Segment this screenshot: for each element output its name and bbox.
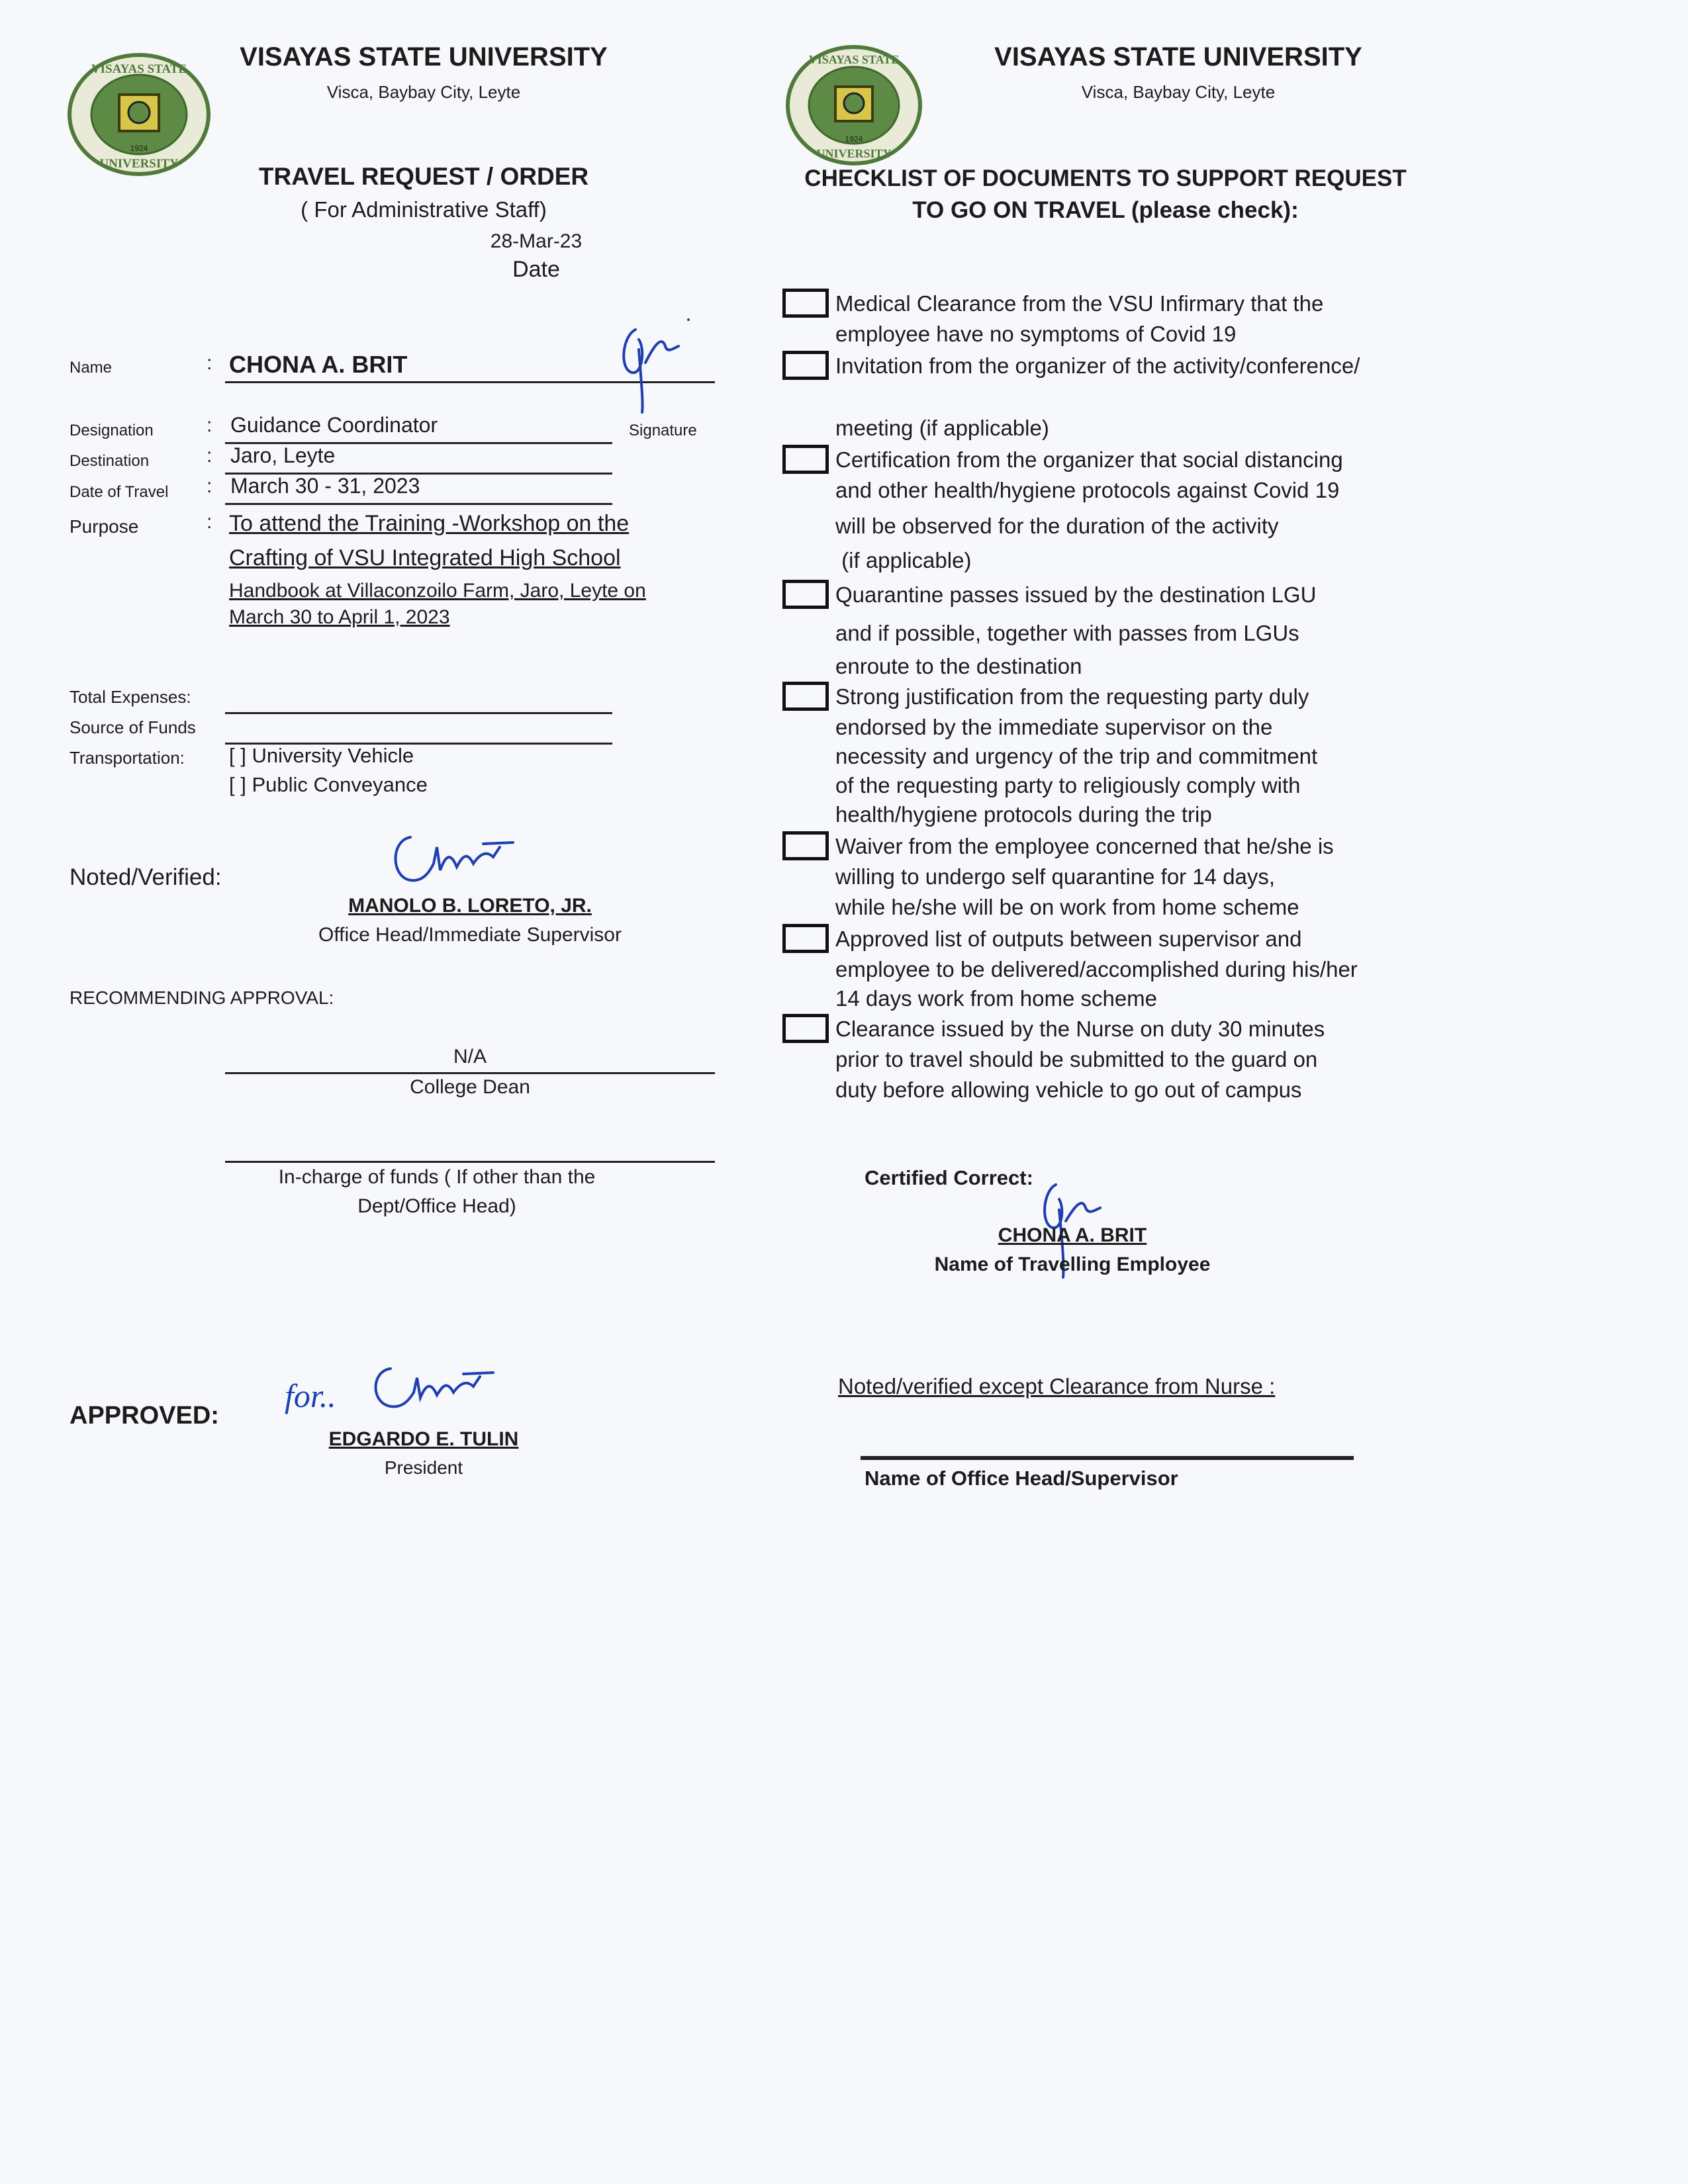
right-university-name: VISAYAS STATE UNIVERSITY [994, 42, 1362, 71]
president-name: EDGARDO E. TULIN [328, 1428, 519, 1450]
checklist-line: willing to undergo self quarantine for 14 days, [835, 864, 1276, 889]
approved-label: APPROVED: [70, 1402, 219, 1430]
designation-value: Guidance Coordinator [230, 413, 438, 437]
source-of-funds-field[interactable] [225, 716, 612, 745]
checklist-checkbox[interactable] [782, 351, 829, 380]
dean-signature-line[interactable] [225, 1046, 715, 1074]
purpose-line: Crafting of VSU Integrated High School [229, 545, 621, 570]
office-head-title: Name of Office Head/Supervisor [865, 1467, 1178, 1490]
noted-except-label: Noted/verified except Clearance from Nurse : [838, 1374, 1276, 1398]
right-university-address: Visca, Baybay City, Leyte [1081, 82, 1276, 102]
president-signature-icon [364, 1363, 496, 1416]
funds-title-line1: In-charge of funds ( If other than the [278, 1166, 596, 1188]
checklist-line: Approved list of outputs between supervisor and [835, 927, 1302, 951]
left-university-name: VISAYAS STATE UNIVERSITY [240, 42, 608, 71]
svg-text:VISAYAS STATE: VISAYAS STATE [91, 62, 187, 76]
checklist-line: necessity and urgency of the trip and commitment [835, 744, 1318, 768]
university-seal-left [66, 52, 212, 177]
checklist-line: Certification from the organizer that social distancing [835, 447, 1343, 472]
total-expenses-label: Total Expenses: [70, 687, 191, 707]
dean-value: N/A [453, 1046, 487, 1068]
checklist-line: and other health/hygiene protocols against Covid 19 [835, 478, 1340, 502]
supervisor-signature-icon [384, 831, 516, 890]
funds-title-line2: Dept/Office Head) [357, 1195, 516, 1217]
form-title: TRAVEL REQUEST / ORDER [258, 163, 589, 190]
applicant-signature-icon [609, 310, 702, 416]
noted-verified-label: Noted/Verified: [70, 864, 222, 890]
recommending-approval-label: RECOMMENDING APPROVAL: [70, 987, 334, 1008]
office-head-signature-line[interactable] [861, 1456, 1354, 1460]
purpose-line: Handbook at Villaconzoilo Farm, Jaro, Leyte on [229, 580, 646, 602]
transport-university-vehicle[interactable]: [ ] University Vehicle [229, 744, 414, 767]
supervisor-title: Office Head/Immediate Supervisor [318, 924, 622, 946]
svg-text:UNIVERSITY: UNIVERSITY [99, 157, 179, 171]
date-value: 28-Mar-23 [490, 230, 583, 252]
form-subtitle: ( For Administrative Staff) [301, 197, 547, 222]
name-label: Name [70, 359, 113, 377]
svg-text:VISAYAS STATE: VISAYAS STATE [808, 53, 900, 66]
checklist-line: Quarantine passes issued by the destination LGU [835, 582, 1317, 607]
signature-label: Signature [629, 422, 697, 439]
checklist-line: health/hygiene protocols during the trip [835, 802, 1212, 827]
checklist-checkbox[interactable] [782, 445, 829, 474]
checklist-line: 14 days work from home scheme [835, 986, 1158, 1011]
checklist-line: of the requesting party to religiously comply with [835, 773, 1301, 797]
destination-value: Jaro, Leyte [230, 443, 336, 467]
designation-field[interactable] [225, 413, 612, 444]
destination-label: Destination [70, 452, 150, 470]
transportation-label: Transportation: [70, 748, 185, 768]
checklist-checkbox[interactable] [782, 580, 829, 609]
employee-name: CHONA A. BRIT [998, 1224, 1147, 1246]
source-of-funds-label: Source of Funds [70, 717, 196, 737]
date-of-travel-value: March 30 - 31, 2023 [230, 474, 420, 498]
purpose-label: Purpose [70, 516, 139, 537]
checklist-line: enroute to the destination [835, 654, 1082, 678]
president-title: President [384, 1457, 463, 1478]
checklist-checkbox[interactable] [782, 289, 829, 318]
checklist-checkbox[interactable] [782, 682, 829, 711]
left-university-address: Visca, Baybay City, Leyte [326, 82, 521, 102]
seal-logo-icon [66, 52, 212, 177]
checklist-line: Invitation from the organizer of the activity/conference/ [835, 353, 1360, 378]
checklist-line: Medical Clearance from the VSU Infirmary that the [835, 291, 1324, 316]
seal-logo-icon [781, 42, 927, 168]
designation-label: Designation [70, 422, 154, 439]
svg-text:1924: 1924 [130, 144, 148, 153]
dean-title: College Dean [410, 1076, 530, 1098]
checklist-line: while he/she will be on work from home scheme [835, 895, 1299, 919]
checklist-line: and if possible, together with passes from LGUs [835, 621, 1299, 645]
name-value: CHONA A. BRIT [229, 351, 408, 378]
university-seal-right [781, 42, 927, 168]
funds-signature-line[interactable] [225, 1134, 715, 1163]
checklist-title-line2: TO GO ON TRAVEL (please check): [912, 197, 1299, 223]
checklist-line: Clearance issued by the Nurse on duty 30 minutes [835, 1017, 1325, 1041]
checklist-line: employee to be delivered/accomplished during his/her [835, 957, 1358, 981]
date-of-travel-label: Date of Travel [70, 483, 169, 501]
date-of-travel-field[interactable] [225, 474, 612, 505]
colon: : [207, 414, 212, 436]
colon: : [207, 475, 212, 497]
checklist-line: meeting (if applicable) [835, 416, 1049, 440]
purpose-line: To attend the Training -Workshop on the [229, 511, 630, 536]
checklist-line: prior to travel should be submitted to the guard on [835, 1047, 1318, 1071]
checklist-line: employee have no symptoms of Covid 19 [835, 322, 1237, 346]
checklist-checkbox[interactable] [782, 924, 829, 953]
certified-correct-label: Certified Correct: [865, 1166, 1033, 1189]
date-label: Date [512, 257, 560, 282]
total-expenses-field[interactable] [225, 686, 612, 714]
destination-field[interactable] [225, 443, 612, 475]
transport-public-conveyance[interactable]: [ ] Public Conveyance [229, 773, 428, 796]
colon: : [207, 445, 212, 467]
checklist-line: Waiver from the employee concerned that he/she is [835, 834, 1334, 858]
employee-title: Name of Travelling Employee [934, 1253, 1211, 1275]
checklist-checkbox[interactable] [782, 1014, 829, 1043]
checklist-checkbox[interactable] [782, 831, 829, 860]
checklist-title-line1: CHECKLIST OF DOCUMENTS TO SUPPORT REQUEST [804, 165, 1407, 191]
purpose-line: March 30 to April 1, 2023 [229, 606, 450, 628]
colon: : [207, 511, 212, 533]
supervisor-name: MANOLO B. LORETO, JR. [348, 895, 592, 917]
checklist-line: will be observed for the duration of the activity [835, 514, 1279, 538]
for-annotation: for.. [285, 1377, 336, 1414]
checklist-line: Strong justification from the requesting party duly [835, 684, 1309, 709]
colon: : [207, 352, 212, 374]
svg-text:1924: 1924 [845, 134, 863, 144]
checklist-line: (if applicable) [835, 548, 972, 572]
svg-text:UNIVERSITY: UNIVERSITY [816, 147, 892, 160]
checklist-line: duty before allowing vehicle to go out of campus [835, 1077, 1302, 1102]
checklist-line: endorsed by the immediate supervisor on the [835, 715, 1273, 739]
